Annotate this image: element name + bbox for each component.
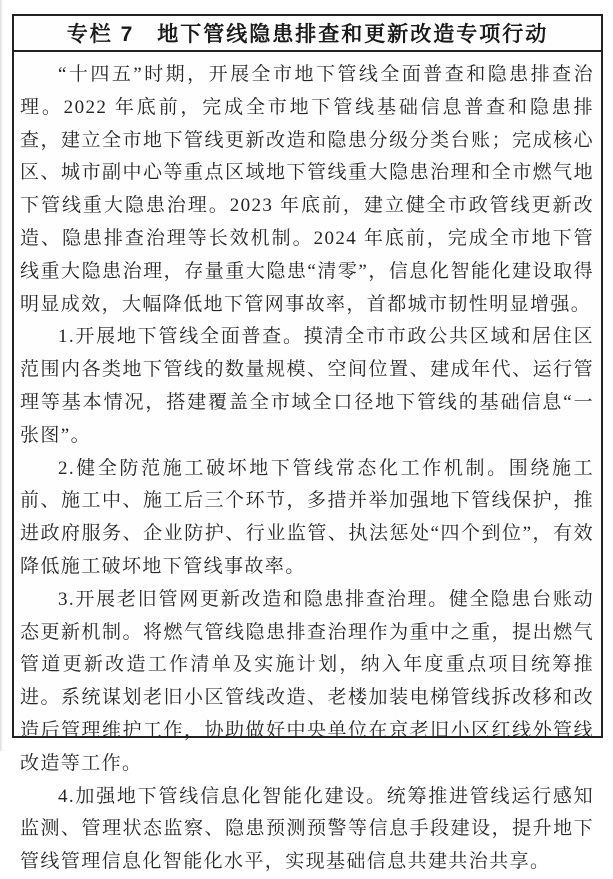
special-column-box [12, 14, 603, 873]
scan-edge-shadow [0, 0, 3, 751]
paragraph-item-4: 4.加强地下管线信息化智能化建设。统筹推进管线运行感知监测、管理状态监察、隐患预测预警等信息手段建设，提升地下管线管理信息化智能化水平，实现基础信息共建共治共享。 [20, 785, 594, 873]
paragraph-item-3: 3.开展老旧管网更新改造和隐患排查治理。健全隐患台账动态更新机制。将燃气管线隐患排查治理作为重中之重，提出燃气管道更新改造工作清单及实施计划，纳入年度重点项目统筹推进。系统谋划老旧小区管线改造、老楼加装电梯管线拆改移和改造后管理维护工作，协助做好中央单位在京老旧小区红线外管线改造等工作。 [20, 588, 594, 774]
column-title: 专栏 7 地下管线隐患排查和更新改造专项行动 [14, 16, 601, 52]
paragraph-overview: “十四五”时期，开展全市地下管线全面普查和隐患排查治理。2022 年底前，完成全市地下管线基础信息普查和隐患排查，建立全市地下管线更新改造和隐患分级分类台账；完成核心区、城市副中心等重点区域地下管线重大隐患治理和全市燃气地下管线重大隐患治理。2023 年底前，建立健全市政管线更新改造、隐患排查治理等长效机制。2024 年底前，完成全市地下管线重大隐患治理，存量重大隐患“清零”，信息化智能化建设取得明显成效，大幅降低地下管网事故率，首都城市韧性明显增强。 [20, 64, 594, 315]
paragraph-item-1: 1.开展地下管线全面普查。摸清全市市政公共区域和居住区范围内各类地下管线的数量规模、空间位置、建成年代、运行管理等基本情况，搭建覆盖全市域全口径地下管线的基础信息“一张图”。 [20, 326, 594, 446]
column-body [14, 52, 601, 879]
paragraph-item-2: 2.健全防范施工破坏地下管线常态化工作机制。围绕施工前、施工中、施工后三个环节，多措并举加强地下管线保护，推进政府服务、企业防护、行业监管、执法惩处“四个到位”，有效降低施工破坏地下管线事故率。 [20, 457, 594, 577]
